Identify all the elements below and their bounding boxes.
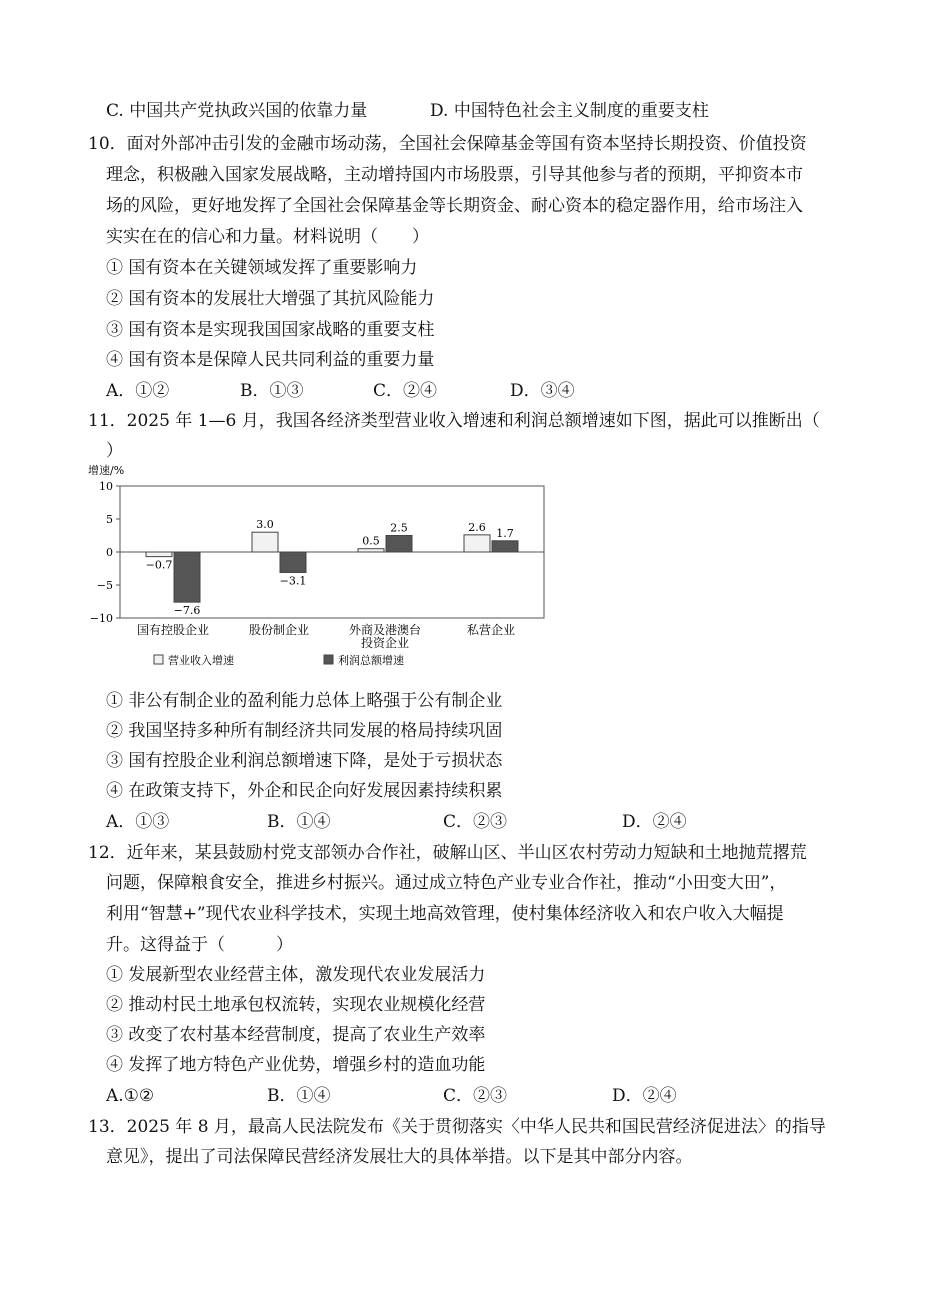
chart-y-axis-label: 增速/% [88, 464, 125, 477]
bar-profit [174, 552, 200, 602]
y-tick-label: 10 [99, 480, 113, 493]
x-category-label: 国有控股企业 [136, 623, 210, 637]
growth-bar-chart [84, 462, 554, 677]
q11-choice-d: D．②④ [622, 812, 687, 832]
q10-stem-line-4: 实实在在的信心和力量。材料说明（ ） [106, 227, 429, 247]
q12-item-4: ④ 发挥了地方特色产业优势，增强乡村的造血功能 [106, 1055, 486, 1075]
legend-swatch [324, 655, 333, 664]
q12-choice-a: A.①② [106, 1086, 155, 1106]
q11-stem-line-1: 11．2025 年 1—6 月，我国各经济类型营业收入增速和利润总额增速如下图，据此可以推断出（ [88, 411, 820, 431]
q10-item-2: ② 国有资本的发展壮大增强了其抗风险能力 [106, 289, 435, 309]
q13-stem-line-2: 意见》，提出了司法保障民营经济发展壮大的具体举措。以下是其中部分内容。 [106, 1147, 693, 1167]
bar-value-label: −3.1 [279, 574, 307, 588]
legend-label: 营业收入增速 [168, 654, 234, 667]
x-category-label: 外商及港澳台 [348, 623, 422, 637]
q9-option-d: D. 中国特色社会主义制度的重要支柱 [430, 101, 709, 121]
bar-value-label: 2.6 [468, 520, 486, 534]
legend-label: 利润总额增速 [338, 654, 404, 667]
bar-revenue [358, 549, 384, 552]
q10-stem-line-3: 场的风险，更好地发挥了全国社会保障基金等长期资金、耐心资本的稳定器作用，给市场注入 [106, 196, 803, 216]
q10-item-4: ④ 国有资本是保障人民共同利益的重要力量 [106, 350, 435, 370]
q12-choice-b: B．①④ [267, 1086, 331, 1106]
q11-stem-line-2: ） [106, 441, 123, 461]
q12-item-2: ② 推动村民土地承包权流转，实现农业规模化经营 [106, 995, 486, 1015]
bar-profit [280, 552, 306, 572]
q12-item-3: ③ 改变了农村基本经营制度，提高了农业生产效率 [106, 1025, 486, 1045]
bar-value-label: 1.7 [496, 526, 514, 540]
q11-item-2: ② 我国坚持多种所有制经济共同发展的格局持续巩固 [106, 721, 503, 741]
bar-value-label: 2.5 [390, 521, 408, 535]
legend-swatch [154, 655, 163, 664]
q11-choice-c: C．②③ [443, 812, 508, 832]
x-category-label: 投资企业 [360, 636, 410, 650]
bar-value-label: 0.5 [362, 534, 380, 548]
q10-choice-d: D．③④ [510, 381, 575, 401]
q11-item-3: ③ 国有控股企业利润总额增速下降，是处于亏损状态 [106, 751, 503, 771]
bar-value-label: −0.7 [145, 558, 173, 572]
q12-stem-line-4: 升。这得益于（ ） [106, 935, 293, 955]
x-category-label: 私营企业 [466, 623, 516, 637]
x-category-label: 股份制企业 [248, 623, 310, 637]
q11-item-4: ④ 在政策支持下，外企和民企向好发展因素持续积累 [106, 781, 503, 801]
y-tick-label: 5 [106, 513, 113, 526]
bar-profit [492, 541, 518, 552]
bar-revenue [252, 532, 278, 552]
q12-choice-c: C．②③ [443, 1086, 508, 1106]
q10-stem-line-2: 理念，积极融入国家发展战略，主动增持国内市场股票，引导其他参与者的预期，平抑资本市 [106, 165, 803, 185]
q12-choice-d: D．②④ [612, 1086, 677, 1106]
bar-profit [386, 536, 412, 553]
q9-option-c: C. 中国共产党执政兴国的依靠力量 [106, 101, 368, 121]
q10-item-1: ① 国有资本在关键领域发挥了重要影响力 [106, 258, 418, 278]
bar-value-label: 3.0 [256, 518, 274, 532]
q10-choice-b: B．①③ [240, 381, 304, 401]
bar-value-label: −7.6 [173, 604, 201, 618]
bar-revenue [146, 552, 172, 557]
y-tick-label: −5 [96, 579, 113, 592]
q11-choice-b: B．①④ [267, 812, 331, 832]
bar-revenue [464, 535, 490, 552]
q10-stem-line-1: 10．面对外部冲击引发的金融市场动荡，全国社会保障基金等国有资本坚持长期投资、价值投资 [88, 134, 807, 154]
q12-stem-line-3: 利用“智慧+”现代农业科学技术，实现土地高效管理，使村集体经济收入和农户收入大幅提 [106, 904, 784, 924]
q12-item-1: ① 发展新型农业经营主体，激发现代农业发展活力 [106, 965, 486, 985]
y-tick-label: −10 [89, 612, 113, 625]
q11-choice-a: A．①③ [106, 812, 170, 832]
q10-item-3: ③ 国有资本是实现我国国家战略的重要支柱 [106, 320, 435, 340]
q12-stem-line-2: 问题，保障粮食安全，推进乡村振兴。通过成立特色产业专业合作社，推动“小田变大田”， [106, 873, 787, 893]
q11-item-1: ① 非公有制企业的盈利能力总体上略强于公有制企业 [106, 691, 503, 711]
q12-stem-line-1: 12．近年来，某县鼓励村党支部领办合作社，破解山区、半山区农村劳动力短缺和土地抛荒撂荒 [88, 843, 807, 863]
q13-stem-line-1: 13．2025 年 8 月，最高人民法院发布《关于贯彻落实〈中华人民共和国民营经济促进法〉的指导 [88, 1117, 826, 1137]
q10-choice-c: C．②④ [373, 381, 438, 401]
y-tick-label: 0 [106, 546, 113, 559]
q10-choice-a: A．①② [106, 381, 170, 401]
